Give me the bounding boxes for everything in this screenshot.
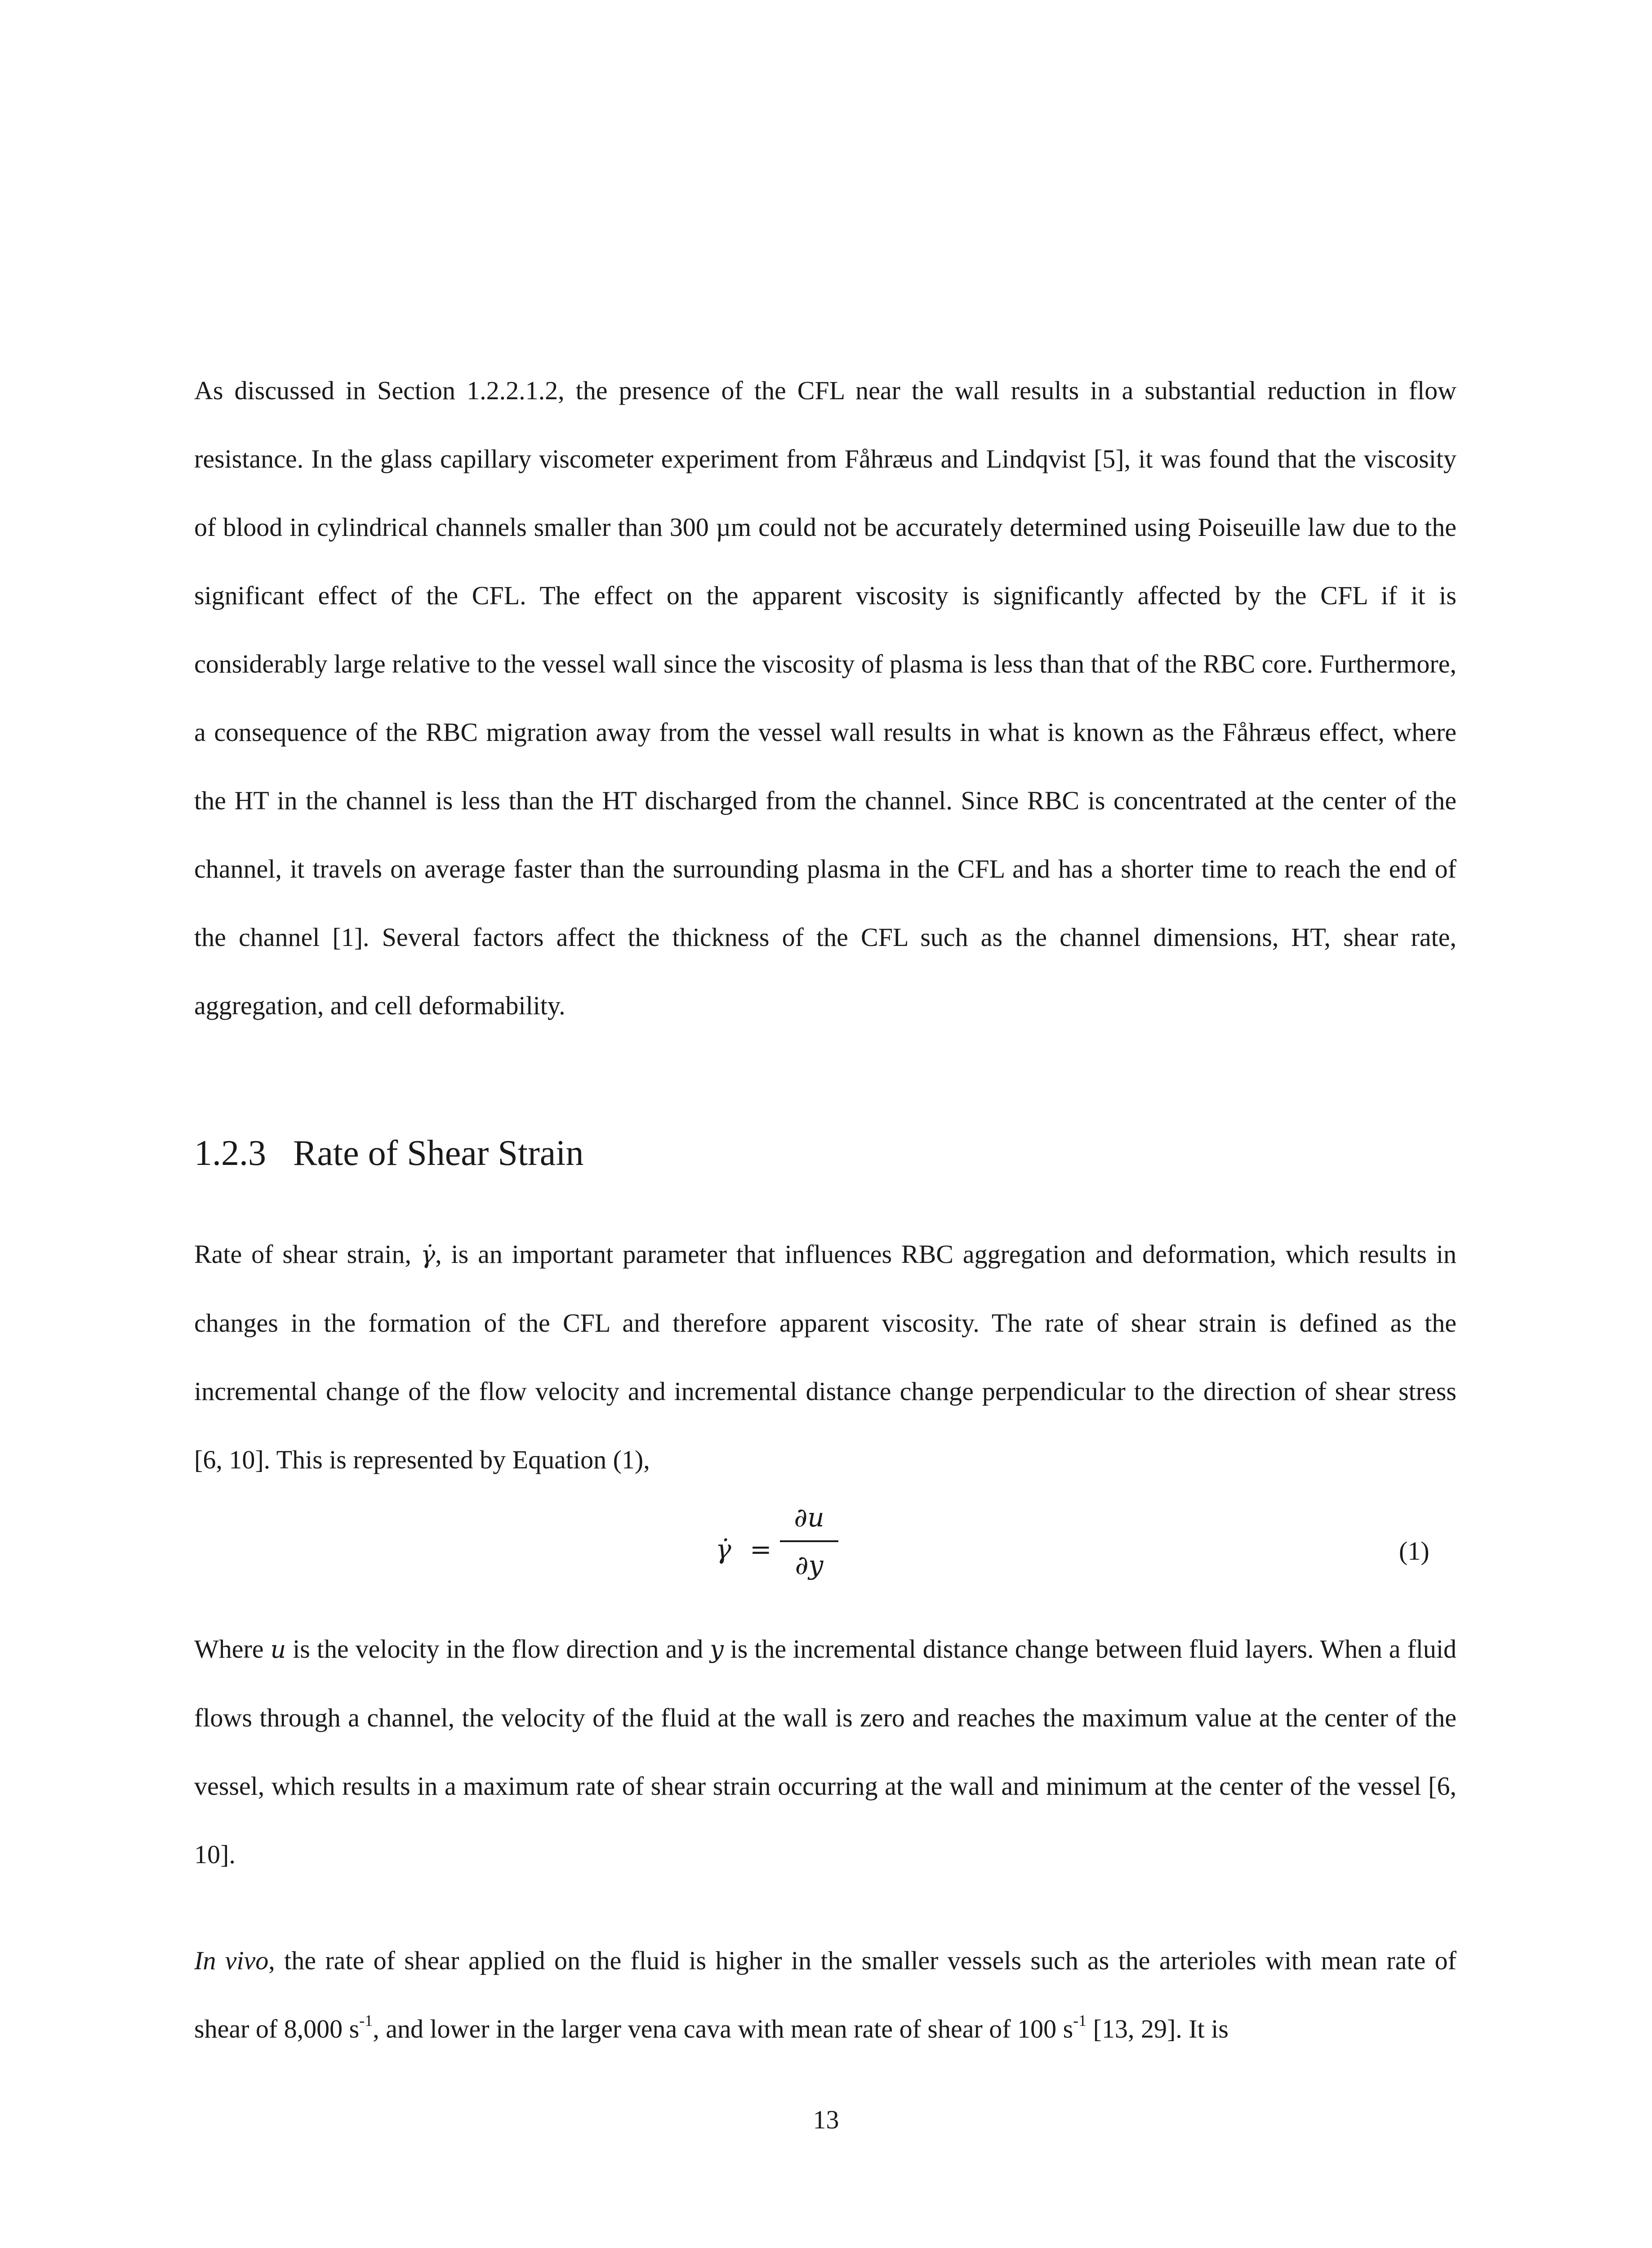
- equation-denominator: ∂y: [795, 1550, 824, 1580]
- equation-equals: =: [750, 1534, 772, 1565]
- text-run: , and lower in the larger vena cava with mean rate of shear of 100 s: [373, 2014, 1073, 2043]
- section-number: 1.2.3: [194, 1133, 266, 1173]
- shear-rate-symbol: γ̇: [420, 1240, 436, 1269]
- paragraph-in-vivo-shear: [194, 1927, 1456, 2063]
- equation-label: (1): [1399, 1536, 1429, 1566]
- page-number: 13: [813, 2105, 839, 2134]
- section-heading: [194, 1131, 583, 1176]
- text-run: is the velocity in the flow direction and: [286, 1634, 710, 1664]
- variable-y: y: [710, 1635, 724, 1664]
- text-run: is the incremental distance change between fluid layers. When a fluid flows through a channel, the velocity of the fluid at the wall is zero and reaches the maximum value at the center of the vessel, which results in a maximum rate of shear strain occurring at the wall and minimum at the center of the vessel [6, 10].: [194, 1634, 1457, 1869]
- equation-1: [701, 1497, 881, 1601]
- text-run: Rate of shear strain,: [194, 1240, 421, 1269]
- text-run: Where: [194, 1634, 271, 1664]
- section-title: Rate of Shear Strain: [293, 1133, 584, 1173]
- superscript: -1: [1073, 2012, 1087, 2029]
- paragraph-shear-strain-definition: [194, 1220, 1456, 1494]
- text-run: , is an important parameter that influences RBC aggregation and deformation, which results in changes in the formation of the CFL and therefore apparent viscosity. The rate of shear strain is defined as the incremental change of the flow velocity and incremental distance change perpendicular to the direction of shear stress [6, 10]. This is represented by Equation (1),: [194, 1240, 1456, 1474]
- text-run: [13, 29]. It is: [1086, 2014, 1229, 2043]
- variable-u: u: [270, 1635, 286, 1664]
- text-run: , the rate of shear applied on the fluid is higher in the smaller vessels such as the arterioles with mean rate of shear of 8,000 s: [194, 1946, 1456, 2043]
- italic-in-vivo: In vivo: [194, 1946, 269, 1975]
- fraction-bar: [780, 1540, 838, 1542]
- equation-numerator: ∂u: [794, 1502, 824, 1533]
- equation-lhs: γ̇: [716, 1534, 731, 1565]
- paragraph-cfl-flow-resistance: As discussed in Section 1.2.2.1.2, the presence of the CFL near the wall results in a substantial reduction in flow resistance. In the glass capillary viscometer experiment from Fåhræus and Lindqvist [5], it was found that the viscosity of blood in cylindrical channels smaller than 300 µm could not be accurately determined using Poiseuille law due to the significant effect of the CFL. The effect on the apparent viscosity is significantly affected by the CFL if it is considerably large relative to the vessel wall since the viscosity of plasma is less than that of the RBC core. Furthermore, a consequence of the RBC migration away from the vessel wall results in what is known as the Fåhræus effect, where the HT in the channel is less than the HT discharged from the channel. Since RBC is concentrated at the center of the channel, it travels on average faster than the surrounding plasma in the CFL and has a shorter time to reach the end of the channel [1]. Several factors affect the thickness of the CFL such as the channel dimensions, HT, shear rate, aggregation, and cell deformability.: [194, 376, 1456, 1020]
- paragraph-velocity-profile: [194, 1615, 1456, 1889]
- superscript: -1: [359, 2012, 373, 2029]
- equation-fraction: [780, 1497, 838, 1585]
